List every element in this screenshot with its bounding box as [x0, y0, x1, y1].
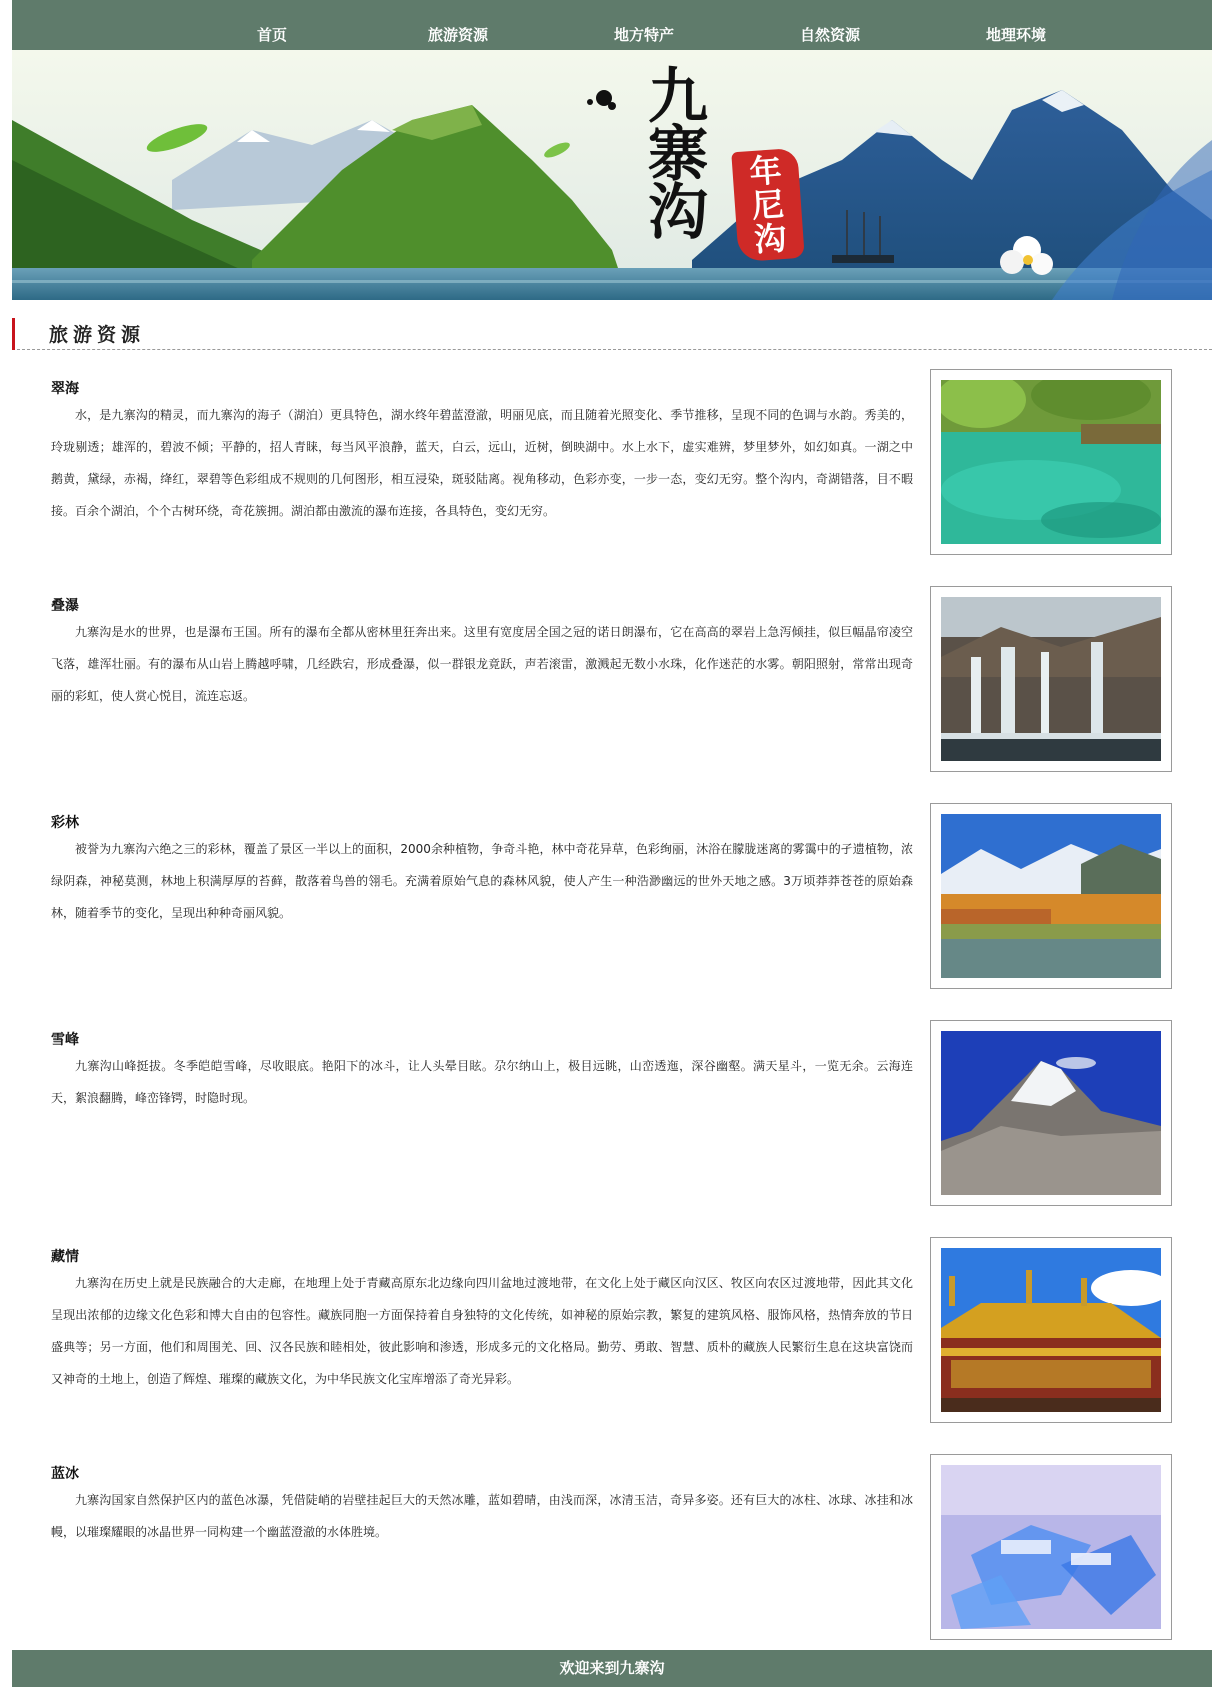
attraction-description: 九寨沟在历史上就是民族融合的大走廊，在地理上处于青藏高原东北边缘向四川盆地过渡地带，在文化上处于藏区向汉区、牧区向农区过渡地带，因此其文化呈现出浓郁的边缘文化色彩和博大自由的包容性。藏族同胞一方面保持着自身独特的文化传统，如神秘的原始宗教，繁复的建筑风格、服饰风格，热情奔放的节日盛典等；另一方面，他们和周围羌、回、汉各民族和睦相处，彼此影响和渗透，形成多元的文化格局。勤劳、勇敢、智慧、质朴的藏族人民繁衍生息在这块富饶而又神奇的土地上，创造了辉煌、璀璨的藏族文化，为中华民族文化宝库增添了奇光异彩。: [51, 1276, 913, 1386]
attraction-title: 叠瀑: [51, 598, 79, 614]
banner-seal-char: 沟: [753, 218, 788, 259]
snow-peak-photo: [941, 1031, 1161, 1195]
waterfall-photo: [941, 597, 1161, 761]
attraction-item: [12, 1006, 1212, 1216]
nav-item-home[interactable]: 首页: [256, 26, 287, 44]
attraction-photo: [930, 586, 1172, 772]
attraction-title: 翠海: [51, 381, 79, 397]
banner-landscape-image: [12, 50, 1212, 300]
nav-item-specialties[interactable]: 地方特产: [613, 26, 674, 44]
attraction-photo: [930, 369, 1172, 555]
attraction-item: [12, 572, 1212, 782]
banner-seal-char: 年: [748, 151, 783, 192]
attraction-title: 藏情: [51, 1249, 79, 1265]
attraction-photo: [930, 1454, 1172, 1640]
attraction-description: 九寨沟是水的世界，也是瀑布王国。所有的瀑布全都从密林里狂奔出来。这里有宽度居全国之冠的诺日朗瀑布，它在高高的翠岩上急泻倾挂，似巨幅晶帘凌空飞落，雄浑壮丽。有的瀑布从山岩上腾越呼啸，几经跌宕，形成叠瀑，似一群银龙竟跃，声若滚雷，激溅起无数小水珠，化作迷茫的水雾。朝阳照射，常常出现奇丽的彩虹，使人赏心悦目，流连忘返。: [51, 625, 913, 703]
blue-ice-photo: [941, 1465, 1161, 1629]
attraction-item: [12, 1223, 1212, 1433]
attraction-item: [12, 789, 1212, 999]
banner-title-char: 九: [648, 62, 708, 132]
attraction-item: [12, 1440, 1212, 1650]
footer-text: 欢迎来到九寨沟: [559, 1659, 665, 1677]
tibetan-temple-photo: [941, 1248, 1161, 1412]
hero-banner: [12, 50, 1212, 300]
footer: [12, 1650, 1212, 1687]
attraction-description: 九寨沟山峰挺拔。冬季皑皑雪峰，尽收眼底。艳阳下的冰斗，让人头晕目眩。尕尔纳山上，极目远眺，山峦透迤，深谷幽壑。满天星斗，一览无余。云海连天，絮浪翻腾，峰峦锋锷，时隐时现。: [51, 1059, 913, 1105]
nav-item-geography[interactable]: 地理环境: [985, 26, 1046, 44]
nav-item-nature[interactable]: 自然资源: [799, 26, 860, 44]
autumn-forest-photo: [941, 814, 1161, 978]
attraction-photo: [930, 1237, 1172, 1423]
section-header: [12, 318, 1212, 350]
banner-seal-char: 尼: [750, 184, 786, 226]
page: [12, 0, 1212, 1687]
banner-red-seal: [731, 148, 805, 262]
attraction-description: 水，是九寨沟的精灵，而九寨沟的海子（湖泊）更具特色，湖水终年碧蓝澄澈，明丽见底，而且随着光照变化、季节推移，呈现不同的色调与水韵。秀美的，玲珑剔透；雄浑的，碧波不倾；平静的，招人青睐，每当风平浪静，蓝天，白云，远山，近树，倒映湖中。水上水下，虚实难辨，梦里梦外，如幻如真。一湖之中鹅黄，黛绿，赤褐，绛红，翠碧等色彩组成不规则的几何图形，相互浸染，斑驳陆离。视角移动，色彩亦变，一步一态，变幻无穷。整个沟内，奇湖错落，目不暇接。百余个湖泊，个个古树环绕，奇花簇拥。湖泊都由激流的瀑布连接，各具特色，变幻无穷。: [51, 408, 913, 518]
nav-item-tourism[interactable]: 旅游资源: [427, 26, 488, 44]
banner-title: [640, 62, 716, 248]
attraction-description: 被誉为九寨沟六绝之三的彩林，覆盖了景区一半以上的面积，2000余种植物，争奇斗艳，林中奇花异草，色彩绚丽，沐浴在朦胧迷离的雾霭中的孑遗植物，浓绿阴森，神秘莫测，林地上积满厚厚的苔藓，散落着鸟兽的翎毛。充满着原始气息的森林风貌，使人产生一种浩渺幽远的世外天地之感。3万顷莽莽苍苍的原始森林，随着季节的变化，呈现出种种奇丽风貌。: [51, 842, 913, 920]
section-accent-bar: [12, 318, 15, 350]
section-title: 旅游资源: [49, 324, 146, 346]
attraction-title: 蓝冰: [51, 1466, 79, 1482]
banner-title-char: 寨: [648, 120, 708, 190]
attraction-title: 雪峰: [51, 1032, 79, 1048]
banner-title-char: 沟: [648, 178, 708, 248]
attraction-title: 彩林: [51, 815, 79, 831]
top-nav: [12, 0, 1212, 50]
attraction-description: 九寨沟国家自然保护区内的蓝色冰瀑，凭借陡峭的岩壁挂起巨大的天然冰雕，蓝如碧晴，由浅而深，冰清玉洁，奇异多姿。还有巨大的冰柱、冰球、冰挂和冰幔，以璀璨耀眼的冰晶世界一同构建一个幽蓝澄澈的水体胜境。: [51, 1493, 913, 1539]
attraction-photo: [930, 1020, 1172, 1206]
green-lake-photo: [941, 380, 1161, 544]
attraction-photo: [930, 803, 1172, 989]
attraction-item: [12, 355, 1212, 565]
